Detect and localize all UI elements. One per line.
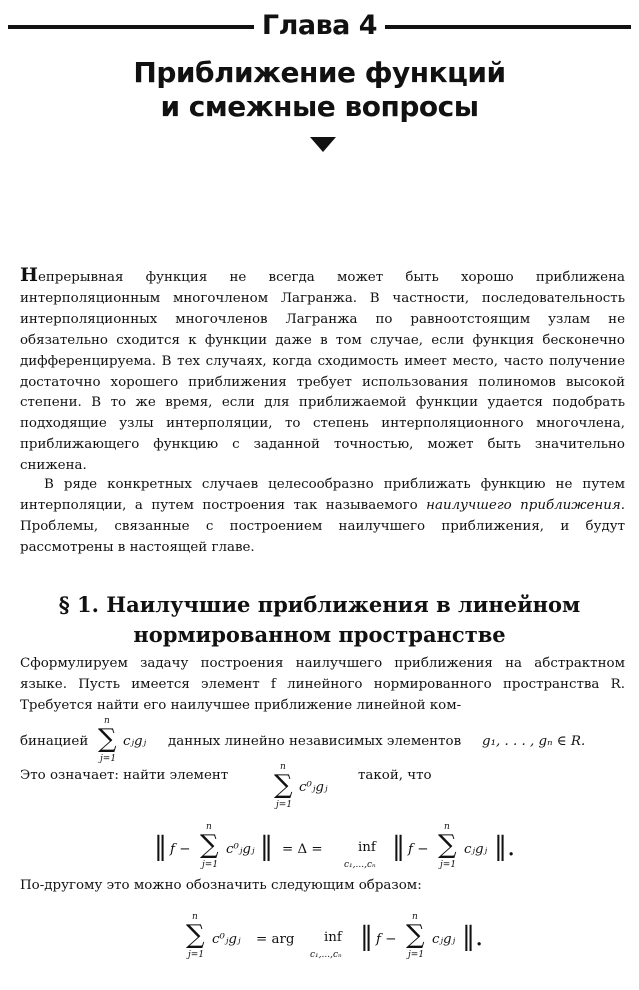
sum-upper-limit: n [104,716,110,726]
sum-lower-limit: j=1 [100,754,117,764]
sum-symbol: ∑ [98,724,117,754]
alternative-line: По-другому это можно обозначить следующим образом: [20,878,422,893]
eq2-middle: = arg [256,932,295,947]
intro-paragraph-2-before: В ряде конкретных случаев целесообразно приближать функцию не путем интерполяции, а путем построения так называемого [20,477,625,513]
chapter-title-line-1: Приближение функций [133,56,506,89]
combination-label: бинацией [20,734,89,749]
norm-open-2: ‖ [392,832,405,862]
eq2-term2: cⱼgⱼ [432,932,456,947]
chapter-title [0,56,639,124]
meaning-line [20,762,625,818]
intro-paragraph-2-after: Проблемы, связанные с построением наилучшего приближения, и будут рассмотрены в настоящей главе. [20,518,625,555]
norm-close-1: ‖ [260,832,273,862]
intro-paragraph-1 [20,264,625,477]
norm-close-3: ‖. [462,922,484,952]
eq1-sum1-top: n [206,822,212,832]
header-rule-right [385,25,631,29]
eq2-inf-sub: c₁,...,cₙ [310,950,342,960]
eq2-sum1-top: n [192,912,198,922]
chapter-header [8,8,631,46]
norm-close-2: ‖. [494,832,516,862]
intro-paragraph-2-italic: наилучшего приближения. [426,497,625,513]
eq2-sum1-bottom: j=1 [188,950,205,960]
drop-cap: Н [20,264,38,286]
equation-1 [20,822,625,878]
norm-open-3: ‖ [360,922,373,952]
chapter-title-line-2: и смежные вопросы [160,90,479,123]
sum-term: cⱼgⱼ [123,734,147,749]
eq1-term2: cⱼgⱼ [464,842,488,857]
meaning-label: Это означает: найти элемент [20,768,229,783]
eq2-term1: c⁰ⱼgⱼ [212,932,241,947]
eq1-sum1: ∑ [200,830,219,860]
intro-paragraph-2 [20,475,625,559]
equation-2 [20,912,625,976]
eq1-f-minus: f − [170,842,191,857]
eq1-term1: c⁰ⱼgⱼ [226,842,255,857]
section-title-line-2: нормированном пространстве [133,622,506,647]
sum-symbol-2: ∑ [274,770,293,800]
section-title [0,590,639,650]
section-paragraph-1: Сформулируем задачу построения наилучшего приближения на абстрактном языке. Пусть имеется элемент f линейного нормированного пространства R. Требуется найти его наилучшее приближение линейной ком- [20,656,625,713]
eq2-sum2: ∑ [406,920,425,950]
sum-term-2: c⁰ⱼgⱼ [299,780,328,795]
eq2-f-minus: f − [376,932,397,947]
eq2-inf: inf [324,930,342,945]
chapter-label: Глава 4 [261,10,378,41]
sum-lower-limit-2: j=1 [276,800,293,810]
eq2-sum1: ∑ [186,920,205,950]
eq2-sum2-bottom: j=1 [408,950,425,960]
triangle-ornament-icon [310,137,336,152]
eq1-sum2-top: n [444,822,450,832]
eq1-sum2-bottom: j=1 [440,860,457,870]
intro-paragraph-1-text: епрерывная функция не всегда может быть хорошо приближена интерполяционным многочленом Лагранжа. В частности, последовательность интерполяционных многочленов Лагранжа по равноотстоящим узлам не обязательно сходится к функции даже в том случае, если функция бесконечно дифференцируема. В тех случаях, когда сходимость имеет место, часто получение достаточно хорошего приближения требует использования полиномов высокой степени. В то же время, если для приближаемой функции удается подобрать подходящие узлы интерполяции, то степень интерполяционного многочлена, приближающего функцию с заданной точностью, может быть значительно снижена. [20,270,625,474]
eq1-inf: inf [358,840,376,855]
eq2-sum2-top: n [412,912,418,922]
section-title-line-1: § 1. Наилучшие приближения в линейном [58,592,581,617]
elements-set: g₁, . . . , gₙ ∈ R. [482,734,586,749]
meaning-right: такой, что [358,768,432,783]
combination-line [20,716,625,766]
eq1-sum2: ∑ [438,830,457,860]
norm-open-1: ‖ [154,832,167,862]
eq1-middle: = Δ = [282,842,323,857]
eq1-sum1-bottom: j=1 [202,860,219,870]
eq1-f-minus-2: f − [408,842,429,857]
eq1-inf-sub: c₁,...,cₙ [344,860,376,870]
combination-middle-text: данных линейно независимых элементов [168,734,462,749]
sum-upper-limit-2: n [280,762,286,772]
